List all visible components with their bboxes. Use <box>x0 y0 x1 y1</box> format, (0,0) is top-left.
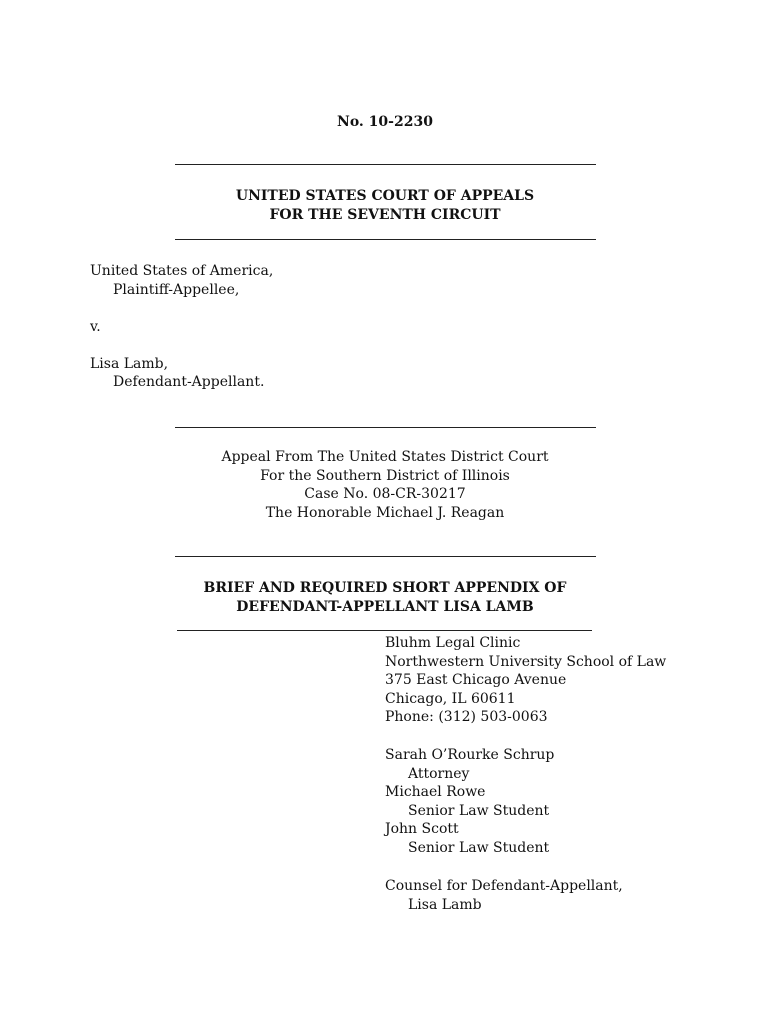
brief-title-line-2: DEFENDANT-APPELLANT LISA LAMB <box>236 598 534 615</box>
court-line-1: UNITED STATES COURT OF APPEALS <box>235 188 535 204</box>
appeal-line-2: For the Southern District of Illinois <box>260 467 510 484</box>
defendant-name: Lisa Lamb, <box>90 355 169 372</box>
plaintiff-name: United States of America, <box>90 263 274 279</box>
counsel-role: Senior Law Student <box>408 839 550 856</box>
divider-appeal <box>175 556 596 557</box>
case-number: No. 10-2230 <box>337 114 433 130</box>
court-line-2: FOR THE SEVENTH CIRCUIT <box>269 206 501 223</box>
clinic-address <box>385 634 666 727</box>
appeal-line-3: Case No. 08-CR-30217 <box>304 486 466 502</box>
court-heading <box>0 187 770 224</box>
parties-block <box>90 262 273 392</box>
counsel-role: Attorney <box>408 765 470 782</box>
counsel-for <box>385 877 623 914</box>
counsel-list <box>385 746 554 857</box>
counsel-name: Michael Rowe <box>385 784 486 800</box>
counsel-name: Sarah O’Rourke Schrup <box>385 747 555 763</box>
clinic-street: 375 East Chicago Avenue <box>385 672 567 688</box>
divider-court <box>175 239 596 240</box>
versus: v. <box>90 318 101 335</box>
clinic-city: Chicago, IL 60611 <box>385 690 516 707</box>
divider-parties <box>175 427 596 428</box>
clinic-school: Northwestern University School of Law <box>385 653 667 670</box>
clinic-phone: Phone: (312) 503-0063 <box>385 709 548 725</box>
divider-top <box>175 164 596 165</box>
plaintiff-role: Plaintiff-Appellee, <box>113 281 240 298</box>
clinic-name: Bluhm Legal Clinic <box>385 635 521 651</box>
brief-title-line-1: BRIEF AND REQUIRED SHORT APPENDIX OF <box>203 580 567 596</box>
counsel-name: John Scott <box>385 821 459 837</box>
defendant-role: Defendant-Appellant. <box>113 374 265 390</box>
appeal-line-1: Appeal From The United States District Court <box>221 449 549 465</box>
brief-title <box>0 579 770 616</box>
appeal-info <box>0 448 770 522</box>
divider-title <box>177 630 592 631</box>
counsel-for-line-1: Counsel for Defendant-Appellant, <box>385 878 623 894</box>
counsel-role: Senior Law Student <box>408 802 550 819</box>
counsel-for-line-2: Lisa Lamb <box>408 896 482 913</box>
appeal-line-4: The Honorable Michael J. Reagan <box>265 504 505 521</box>
